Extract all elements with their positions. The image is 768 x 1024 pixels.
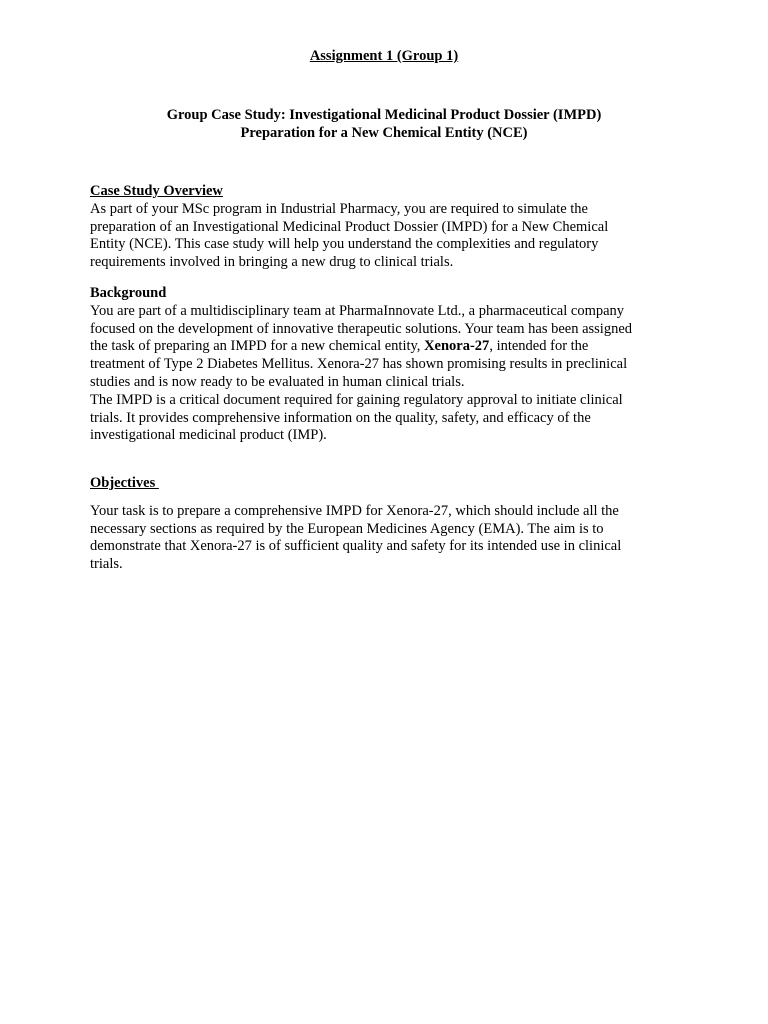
product-name: Xenora-27 [424,338,490,355]
case-study-title [0,106,768,142]
spacer [90,493,635,503]
assignment-title: Assignment 1 (Group 1) [309,48,459,64]
overview-text: As part of your MSc program in Industrial Pharmacy, you are required to simulate the preparation of an Investigational Medicinal Product Dossier (IMPD) for a New Chemical Entity (NCE). This case study will help you understand the complexities and regulatory requirements involved in bringing a new drug to clinical trials. [90,200,609,271]
overview-section [90,183,635,272]
objectives-text: Your task is to prepare a comprehensive IMPD for Xenora-27, which should include all the necessary sections as required by the European Medicines Agency (EMA). The aim is to demonstrate that Xenora-27 is of sufficient quality and safety for its intended use in clinical trials. [90,502,622,573]
overview-heading: Case Study Overview [90,183,223,199]
background-paragraph-2: The IMPD is a critical document required for gaining regulatory approval to initiate clinical trials. It provides comprehensive information on the quality, safety, and efficacy of the investigational medicinal product (IMP). [90,391,623,444]
case-study-title-line1: Group Case Study: Investigational Medicinal Product Dossier (IMPD) [166,107,602,123]
objectives-heading: Objectives [90,475,159,491]
case-study-title-line2: Preparation for a New Chemical Entity (NCE) [240,125,528,141]
background-paragraph-1 [90,303,635,392]
background-text-1a: You are part of a multidisciplinary team at PharmaInnovate Ltd., a pharmaceutical company focused on the development of innovative therapeutic solutions. Your team has been assigned the task of preparing an IMPD for a new chemical entity, [90,302,633,355]
objectives-section [90,475,635,574]
background-heading: Background [90,285,167,301]
background-section [90,285,635,445]
background-text-1b: , intended for the treatment of Type 2 Diabetes Mellitus. Xenora-27 has shown promising results in preclinical studies and is now ready to be evaluated in human clinical trials. [90,338,628,390]
